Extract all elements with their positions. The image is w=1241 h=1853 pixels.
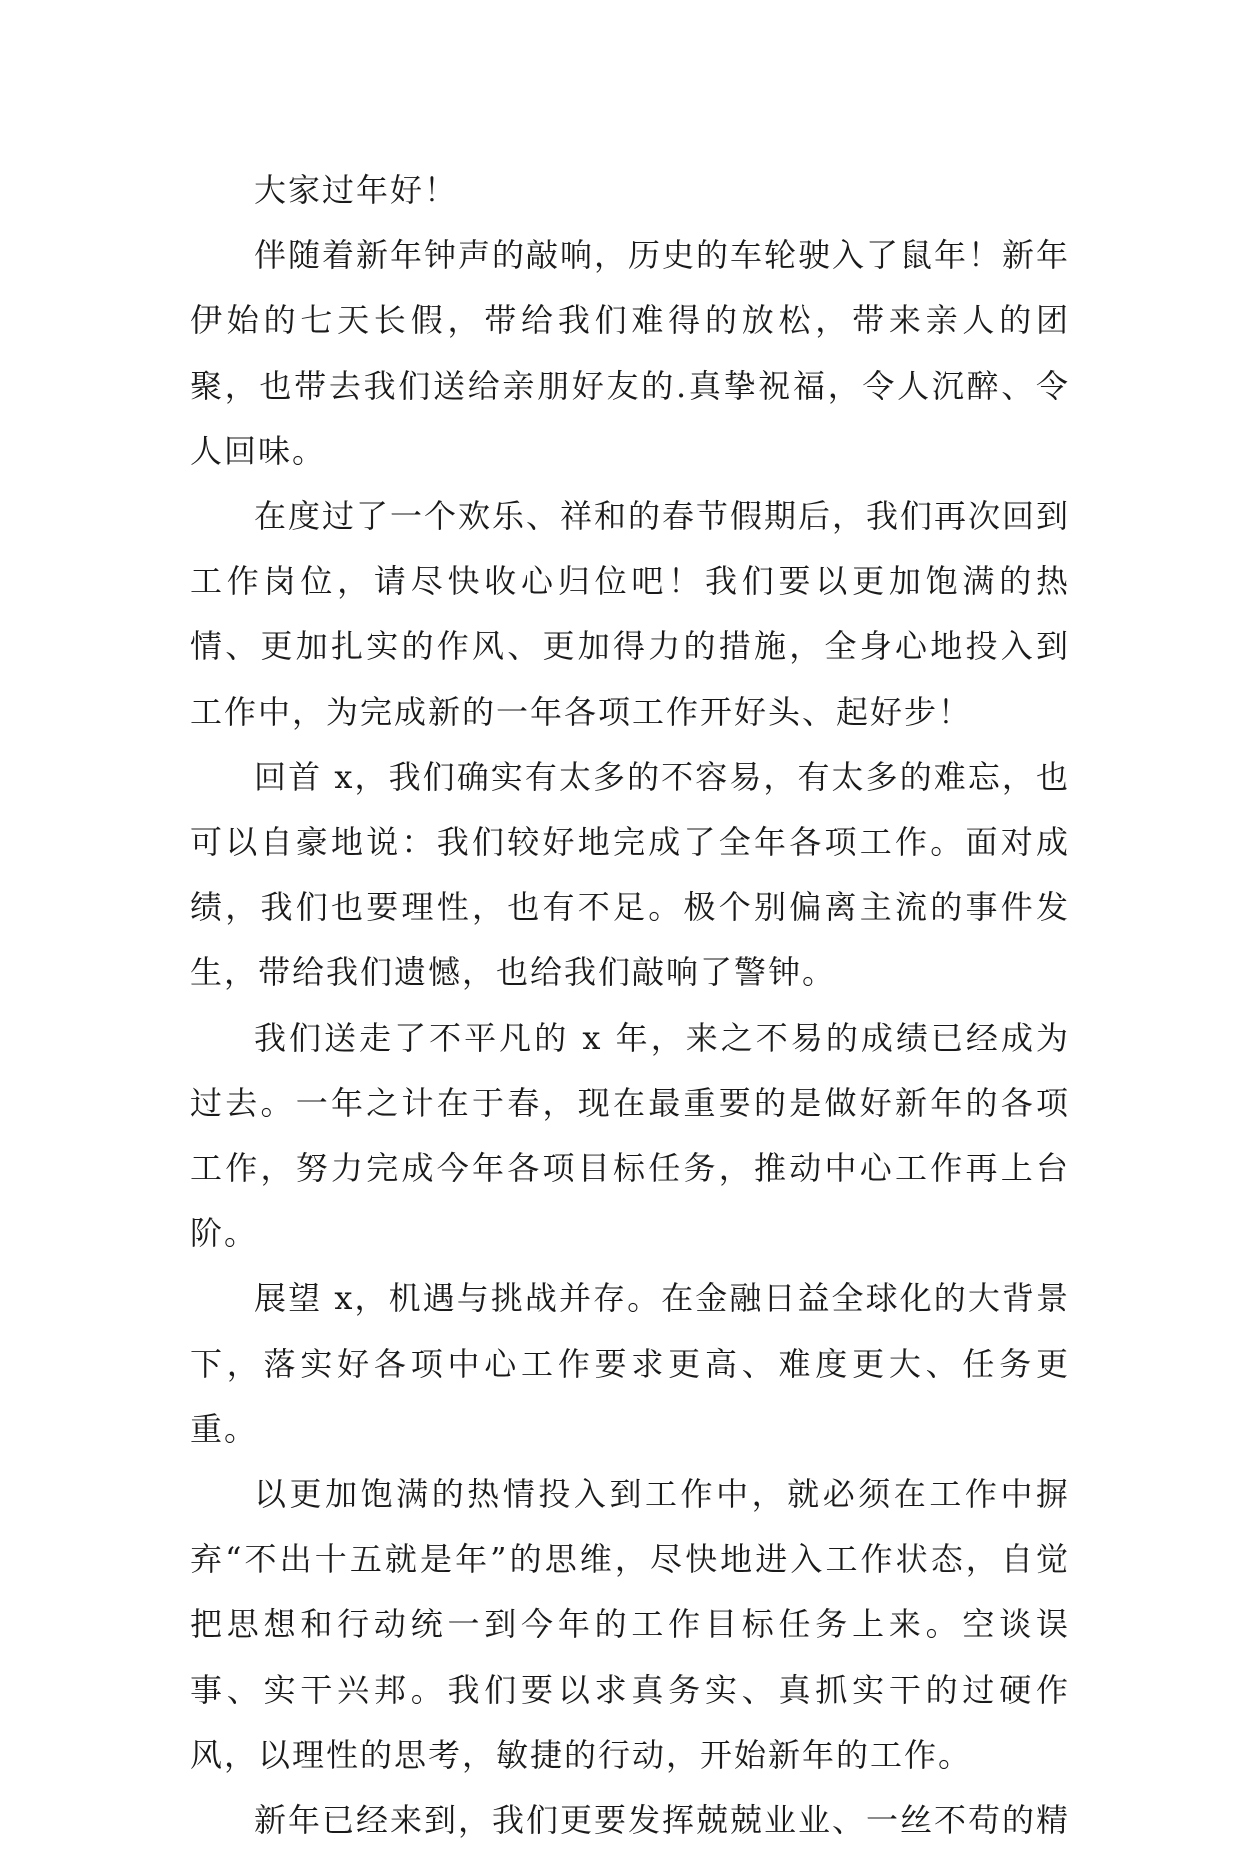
paragraph-enthusiasm: 以更加饱满的热情投入到工作中，就必须在工作中摒弃“不出十五就是年”的思维，尽快地进入工作状态，自觉把思想和行动统一到今年的工作目标任务上来。空谈误事、实干兴邦。我们要以求真务实、真抓实干的过硬作风，以理性的思考，敏捷的行动，开始新年的工作。 — [190, 1475, 1070, 1774]
paragraph-outlook: 展望 x，机遇与挑战并存。在金融日益全球化的大背景下，落实好各项中心工作要求更高、难度更大、任务更重。 — [190, 1279, 1070, 1448]
paragraph-farewell: 我们送走了不平凡的 x 年，来之不易的成绩已经成为过去。一年之计在于春，现在最重要的是做好新年的各项工作，努力完成今年各项目标任务，推动中心工作再上台阶。 — [190, 1018, 1070, 1253]
paragraph-new-year: 伴随着新年钟声的敲响，历史的车轮驶入了鼠年！新年伊始的七天长假，带给我们难得的放松，带来亲人的团聚，也带去我们送给亲朋好友的.真挚祝福，令人沉醉、令人回味。 — [190, 236, 1071, 470]
paragraph-greeting: 大家过年好！ — [254, 171, 459, 209]
paragraph-review: 回首 x，我们确实有太多的不容易，有太多的难忘，也可以自豪地说：我们较好地完成了全年各项工作。面对成绩，我们也要理性，也有不足。极个别偏离主流的事件发生，带给我们遗憾，也给我们敲响了警钟。 — [190, 757, 1070, 992]
paragraph-closing: 新年已经来到，我们更要发挥兢兢业业、一丝不苟的精 — [254, 1801, 1071, 1840]
document-body — [190, 158, 1070, 1853]
paragraph-return-to-work: 在度过了一个欢乐、祥和的春节假期后，我们再次回到工作岗位，请尽快收心归位吧！我们要以更加饱满的热情、更加扎实的作风、更加得力的措施，全身心地投入到工作中，为完成新的一年各项工作开好头、起好步！ — [190, 497, 1071, 731]
